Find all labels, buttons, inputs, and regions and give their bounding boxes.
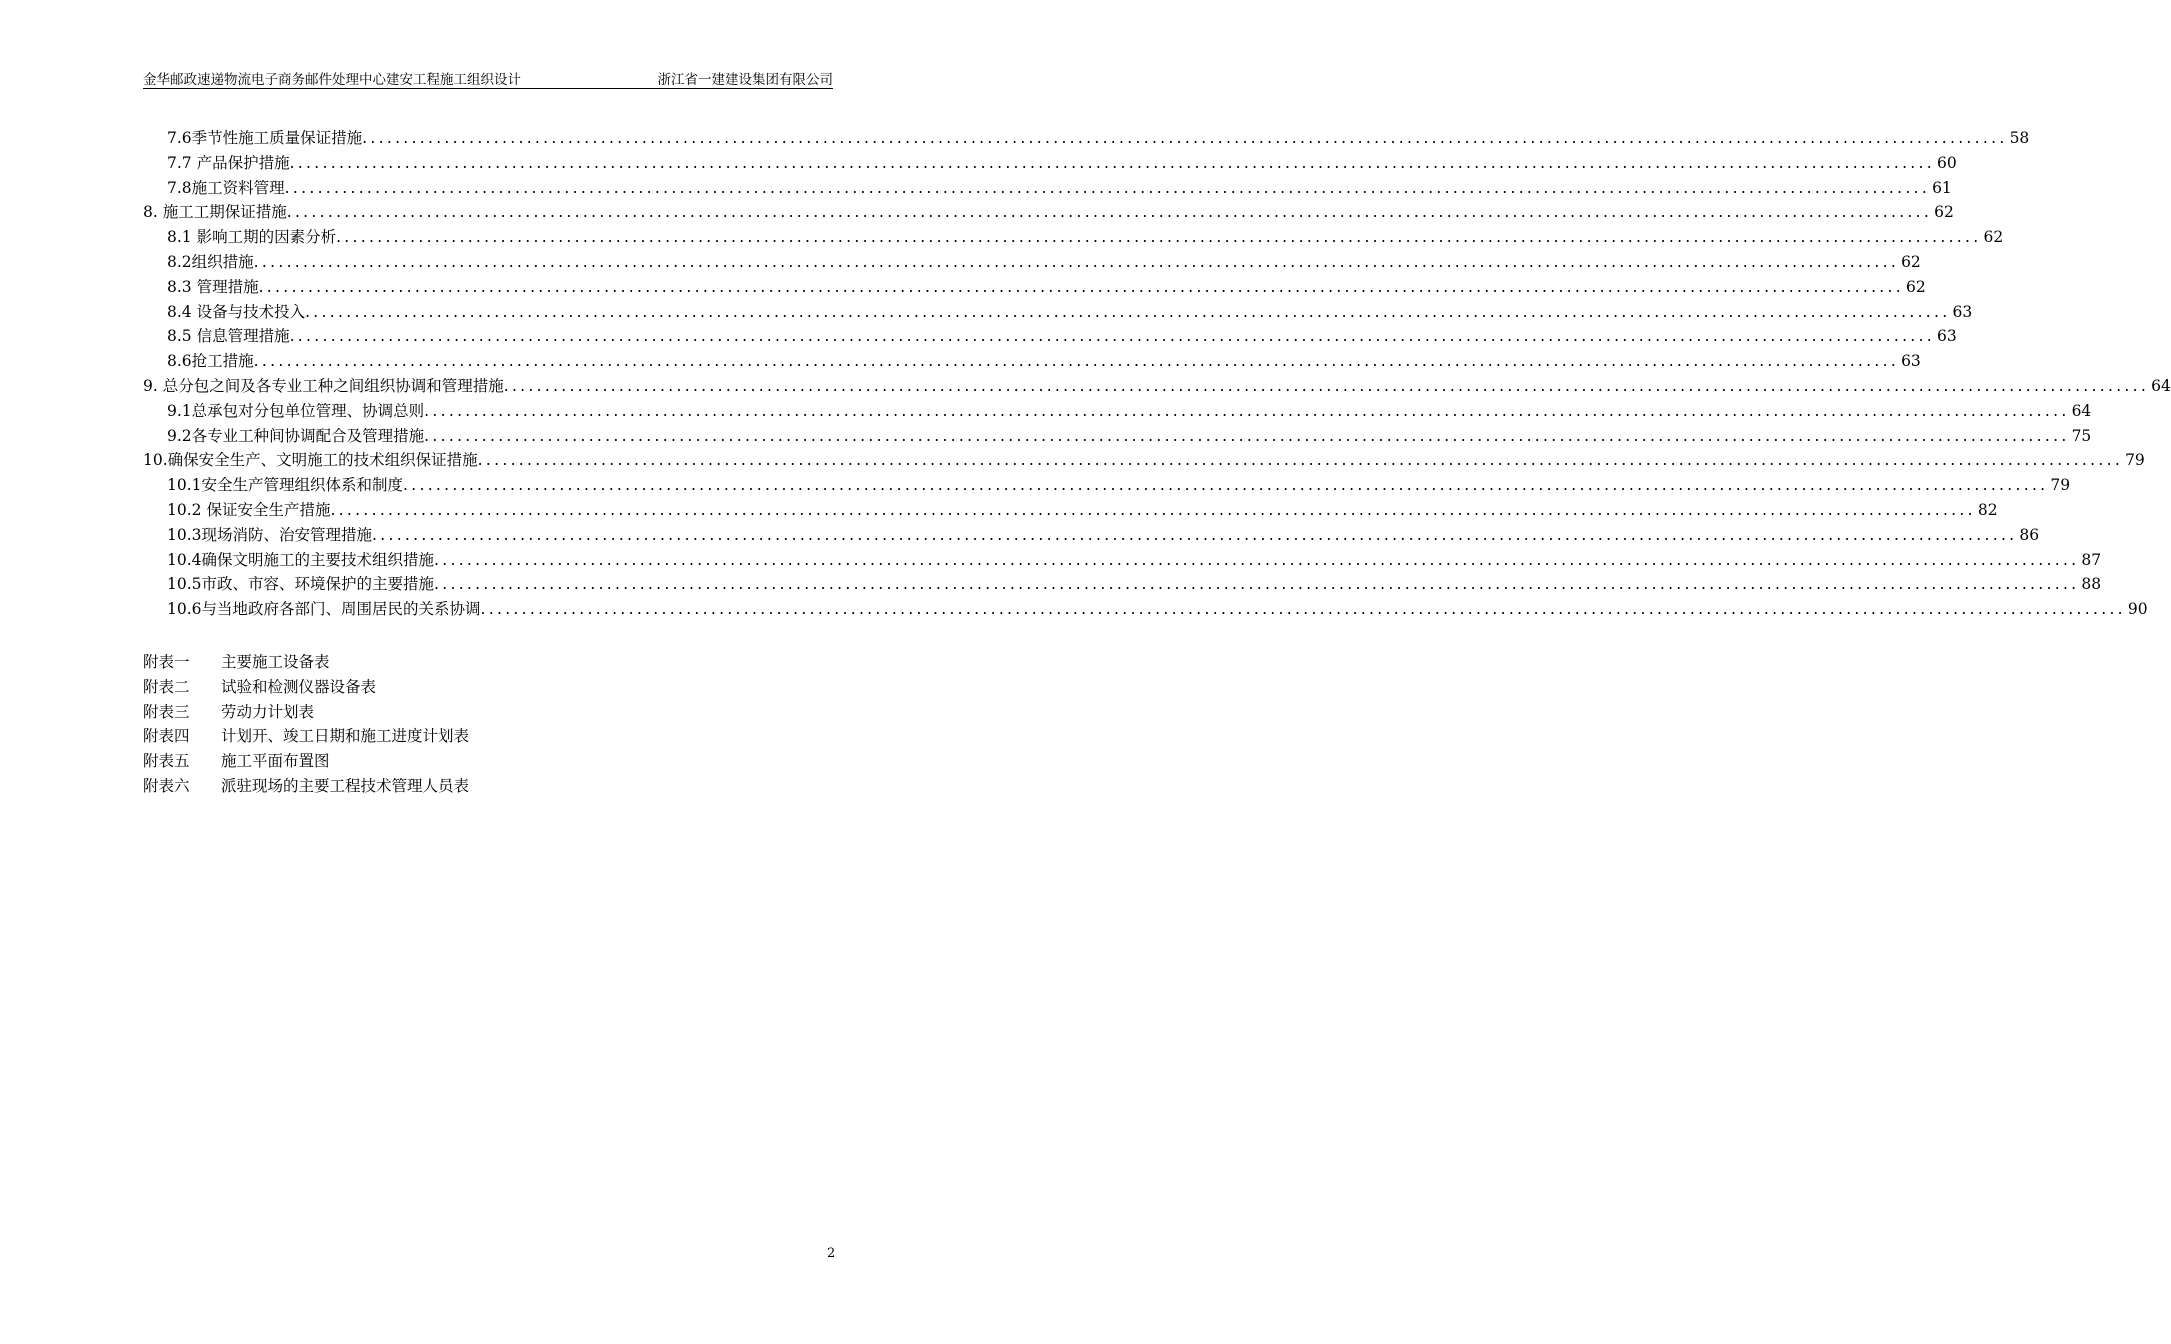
toc-entry[interactable]: [143, 275, 1926, 300]
toc-entry-page: 62: [1905, 277, 1926, 296]
toc-entry-label: 7.6季节性施工质量保证措施: [167, 129, 363, 147]
toc-entry[interactable]: [143, 374, 2171, 399]
page-header: [143, 66, 833, 89]
toc-entry[interactable]: [143, 548, 2102, 573]
toc-leader-dots: ........................................................................................................................................................................................................: [503, 376, 2150, 395]
toc-entry-page: 64: [2071, 401, 2092, 420]
toc-entry-page: 90: [2127, 600, 2148, 619]
appendix-code: 附表一: [143, 653, 190, 671]
toc-entry[interactable]: [143, 126, 2030, 151]
toc-leader-dots: ........................................................................................................................................................................................................: [362, 129, 2008, 147]
toc-entry-page: 62: [1934, 203, 1954, 222]
toc-entry-label: 7.7 产品保护措施: [167, 153, 290, 172]
appendix-item: [143, 724, 469, 749]
toc-leader-dots: ........................................................................................................................................................................................................: [305, 302, 1951, 321]
toc-entry-label: 8. 施工工期保证措施: [143, 203, 287, 222]
toc-entry-page: 63: [1952, 302, 1973, 321]
toc-entry-page: 63: [1901, 352, 1921, 371]
page-number: 2: [827, 1246, 836, 1261]
toc-entry[interactable]: [143, 424, 2092, 449]
toc-entry[interactable]: [143, 300, 1973, 325]
toc-leader-dots: ........................................................................................................................................................................................................: [477, 451, 2124, 470]
toc-entry-label: 10.2 保证安全生产措施: [167, 500, 331, 519]
appendix-title: 派驻现场的主要工程技术管理人员表: [221, 776, 470, 795]
appendix-title: 主要施工设备表: [221, 653, 330, 671]
toc-leader-dots: ........................................................................................................................................................................................................: [258, 277, 1904, 296]
toc-leader-dots: ........................................................................................................................................................................................................: [434, 550, 2080, 569]
appendix-item: [143, 700, 469, 725]
toc-entry-page: 64: [2151, 376, 2171, 395]
toc-entry[interactable]: [143, 523, 2040, 548]
toc-entry[interactable]: [143, 176, 1952, 201]
appendix-code: 附表五: [143, 752, 190, 771]
toc-entry[interactable]: [143, 349, 1921, 374]
toc-entry-label: 10.确保安全生产、文明施工的技术组织保证措施: [143, 451, 478, 470]
appendix-title: 计划开、竣工日期和施工进度计划表: [221, 727, 470, 746]
toc-entry[interactable]: [143, 399, 2092, 424]
appendix-item: [143, 749, 469, 774]
toc-entry-label: 8.2组织措施: [167, 252, 254, 271]
toc-entry[interactable]: [143, 448, 2145, 473]
toc-entry-label: 8.6抢工措施: [167, 352, 254, 371]
toc-leader-dots: ........................................................................................................................................................................................................: [330, 500, 1976, 519]
toc-leader-dots: ........................................................................................................................................................................................................: [336, 228, 1982, 247]
toc-entry-page: 62: [1983, 228, 2004, 247]
toc-entry-page: 58: [2009, 129, 2030, 147]
toc-entry-page: 88: [2081, 575, 2102, 594]
toc-entry-page: 63: [1936, 327, 1957, 346]
toc-leader-dots: ........................................................................................................................................................................................................: [403, 476, 2049, 495]
toc-leader-dots: ........................................................................................................................................................................................................: [424, 401, 2070, 420]
appendix-item: [143, 675, 469, 700]
toc-entry-page: 62: [1901, 252, 1921, 271]
toc-entry-label: 8.1 影响工期的因素分析: [167, 228, 337, 247]
appendix-title: 劳动力计划表: [221, 702, 315, 721]
toc-entry-page: 87: [2081, 550, 2102, 569]
toc-leader-dots: ........................................................................................................................................................................................................: [424, 426, 2070, 445]
header-company-name: 浙江省一建建设集团有限公司: [657, 72, 833, 88]
toc-entry-label: 8.3 管理措施: [167, 277, 259, 296]
toc-entry-label: 10.3现场消防、治安管理措施: [167, 525, 373, 544]
toc-entry[interactable]: [143, 498, 1998, 523]
appendix-list: [143, 650, 469, 799]
appendix-code: 附表三: [143, 702, 190, 721]
toc-leader-dots: ........................................................................................................................................................................................................: [286, 203, 1933, 222]
toc-entry[interactable]: [143, 324, 1957, 349]
appendix-code: 附表六: [143, 776, 190, 795]
toc-entry-label: 8.4 设备与技术投入: [167, 302, 306, 321]
toc-entry-label: 9.1总承包对分包单位管理、协调总则: [167, 401, 425, 420]
toc-leader-dots: ........................................................................................................................................................................................................: [289, 153, 1935, 172]
toc-entry-label: 7.8施工资料管理: [167, 178, 285, 197]
toc-entry-page: 61: [1932, 178, 1952, 197]
toc-entry[interactable]: [143, 225, 2004, 250]
toc-entry-page: 79: [2050, 476, 2071, 495]
toc-entry-page: 86: [2019, 525, 2040, 544]
toc-entry[interactable]: [143, 572, 2102, 597]
toc-entry[interactable]: [143, 597, 2148, 622]
toc-leader-dots: ........................................................................................................................................................................................................: [372, 525, 2018, 544]
appendix-code: 附表二: [143, 677, 190, 696]
appendix-item: [143, 774, 469, 799]
toc-entry-page: 82: [1977, 500, 1998, 519]
header-project-title: 金华邮政速递物流电子商务邮件处理中心建安工程施工组织设计: [143, 72, 521, 88]
toc-entry-label: 9.2各专业工种间协调配合及管理措施: [167, 426, 425, 445]
toc-entry-label: 10.5市政、市容、环境保护的主要措施: [167, 575, 435, 594]
toc-leader-dots: ........................................................................................................................................................................................................: [284, 178, 1931, 197]
toc-entry[interactable]: [143, 473, 2071, 498]
toc-entry-label: 10.1安全生产管理组织体系和制度: [167, 476, 404, 495]
appendix-code: 附表四: [143, 727, 190, 746]
toc-entry-label: 10.6与当地政府各部门、周围居民的关系协调: [167, 600, 481, 619]
toc-entry-label: 9. 总分包之间及各专业工种之间组织协调和管理措施: [143, 376, 504, 395]
toc-leader-dots: ........................................................................................................................................................................................................: [434, 575, 2080, 594]
toc-leader-dots: ........................................................................................................................................................................................................: [480, 600, 2126, 619]
appendix-item: [143, 650, 469, 675]
table-of-contents: [143, 126, 2171, 622]
toc-leader-dots: ........................................................................................................................................................................................................: [253, 352, 1900, 371]
toc-entry-label: 8.5 信息管理措施: [167, 327, 290, 346]
toc-entry[interactable]: [143, 250, 1921, 275]
appendix-title: 试验和检测仪器设备表: [221, 677, 377, 696]
toc-entry-page: 79: [2125, 451, 2145, 470]
toc-entry[interactable]: [143, 151, 1957, 176]
toc-entry[interactable]: [143, 200, 1954, 225]
toc-entry-page: 75: [2071, 426, 2092, 445]
toc-leader-dots: ........................................................................................................................................................................................................: [289, 327, 1935, 346]
toc-entry-label: 10.4确保文明施工的主要技术组织措施: [167, 550, 435, 569]
toc-entry-page: 60: [1936, 153, 1957, 172]
toc-leader-dots: ........................................................................................................................................................................................................: [253, 252, 1900, 271]
appendix-title: 施工平面布置图: [221, 752, 330, 771]
